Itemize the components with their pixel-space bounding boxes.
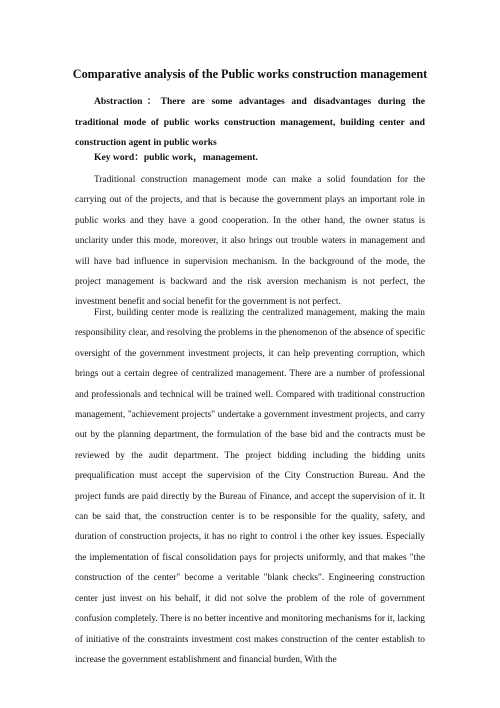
paragraph-text: First, building center mode is realizing the centralized management, making the main responsibility clear, and resolving the problems in the phenomenon of the absence of specific oversight of the government investment projects, it can help preventing corruption, which brings out a certain degree of centralized management. There are a number of professional and professionals and technical will be trained well. Compared with traditional construction management, "achievement projects" undertake a government investment projects, and carry out by the planning department, the formulation of the base bid and the contracts must be reviewed by the audit department. The project bidding including the bidding units prequalification must accept the supervision of the City Construction Bureau. And the project funds are paid directly by the Bureau of Finance, and accept the supervision of it. It can be said that, the construction center is to be responsible for the quality, safety, and duration of construction projects, it has no right to control i the other key issues. Especially the implementation of fiscal consolidation pays for projects uniformly, and that makes "the construction of the center" become a veritable "blank checks". Engineering construction center just invest on his behalf, it did not solve the problem of the role of government confusion completely. There is no better incentive and monitoring mechanisms for it, lacking of initiative of the constraints investment cost makes construction of the center establish to increase the government establishment and financial burden, With the (75, 308, 425, 665)
abstract-text: Abstraction：There are some advantages and disadvantages during the traditional mode of public works construction management, building center and construction agent in public works (75, 96, 425, 149)
document-title: Comparative analysis of the Public works construction management (72, 67, 428, 81)
keywords-line: Key word：public work，management. (94, 152, 258, 163)
body-paragraph-2 (75, 303, 425, 670)
abstract-paragraph (75, 92, 425, 154)
body-paragraph-1 (75, 170, 425, 313)
paragraph-text: Traditional construction management mode can make a solid foundation for the carrying out of the projects, and that is because the government plays an important role in public works and they have a good cooperation. In the other hand, the owner status is unclarity under this mode, moreover, it also brings out trouble waters in management and will have bad influence in supervision mechanism. In the background of the mode, the project management is backward and the risk aversion mechanism is not perfect, the investment benefit and social benefit for the government is not perfect. (75, 175, 425, 308)
